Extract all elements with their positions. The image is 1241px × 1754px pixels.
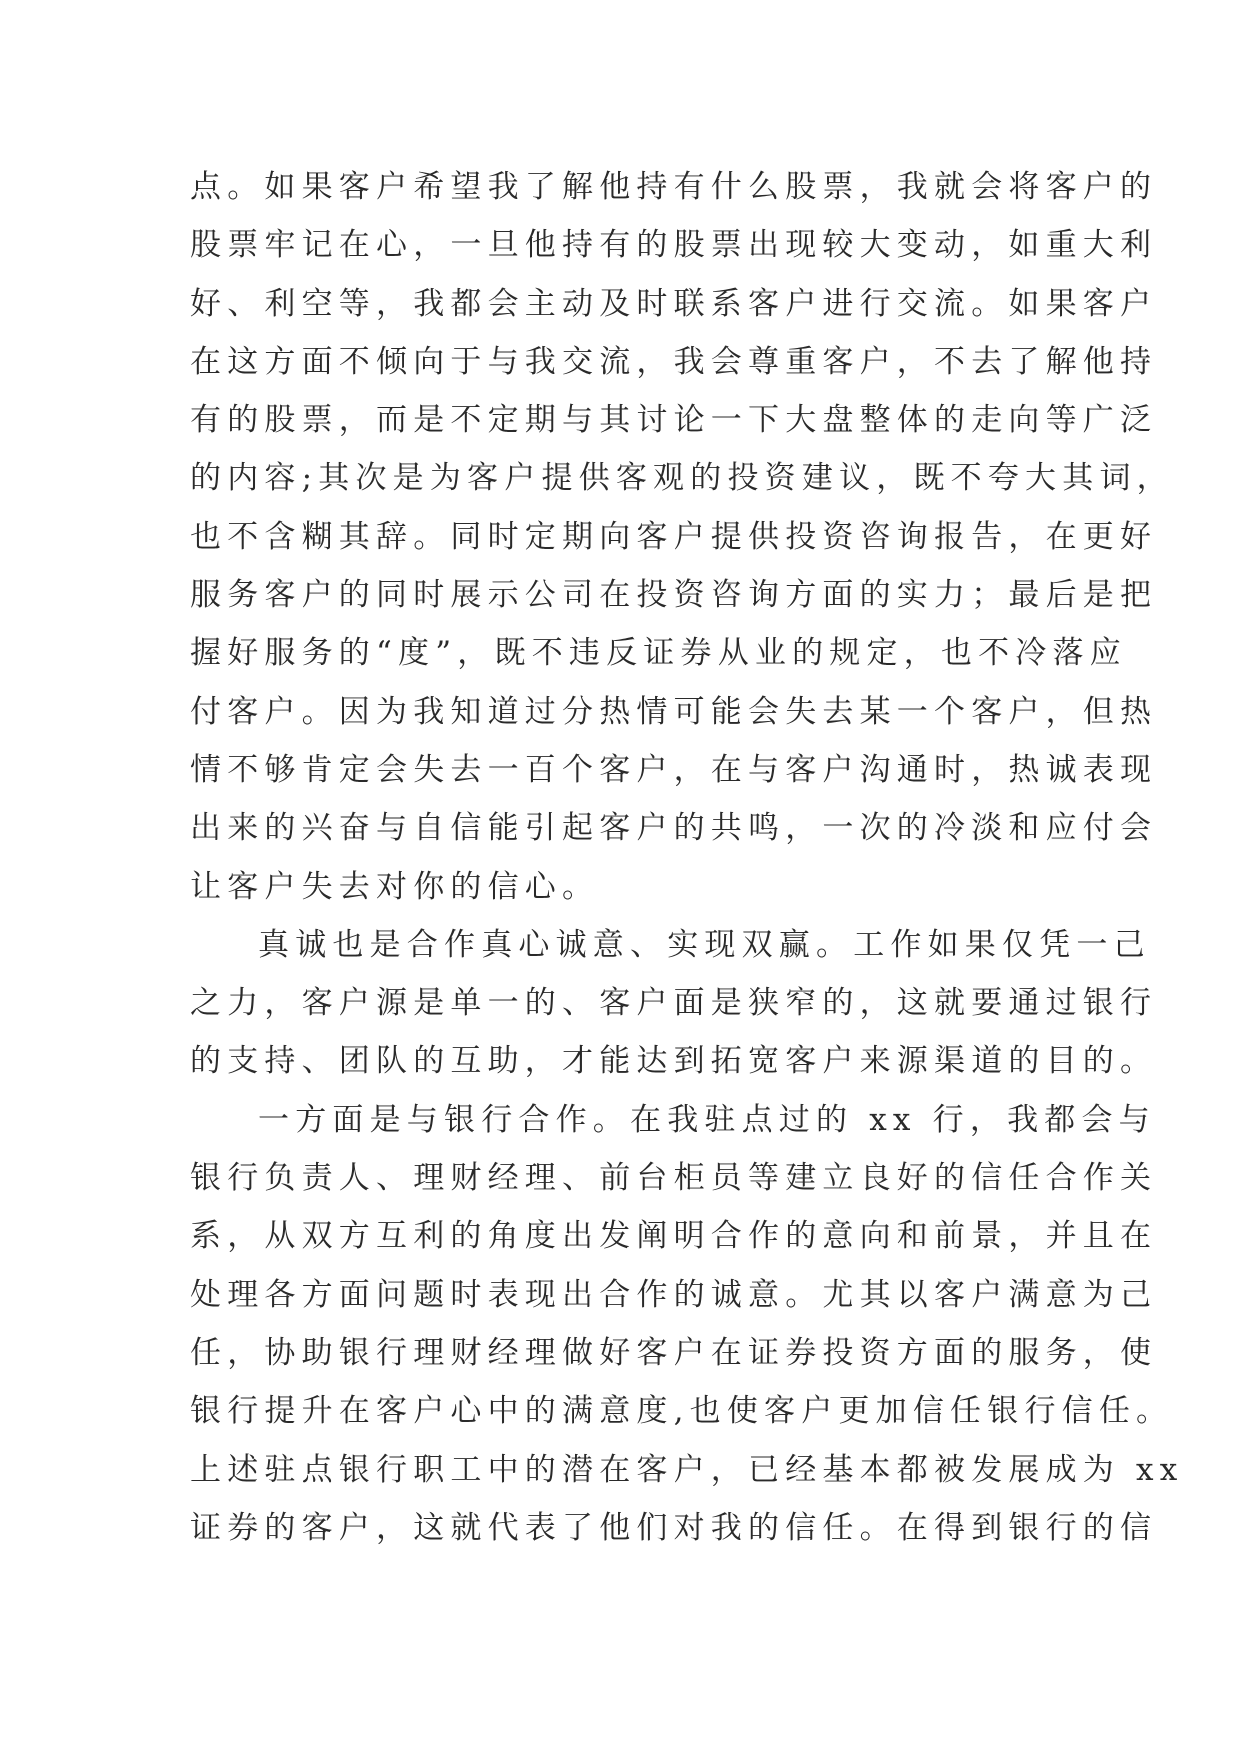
text-line: 一方面是与银行合作。在我驻点过的 xx 行，我都会与 [258, 1101, 1156, 1138]
text-line: 上述驻点银行职工中的潜在客户，已经基本都被发展成为 xx [190, 1451, 1184, 1488]
text-line: 出来的兴奋与自信能引起客户的共鸣，一次的冷淡和应付会 [190, 810, 1158, 847]
text-line: 握好服务的“度”，既不违反证券从业的规定，也不冷落应 [190, 635, 1127, 672]
text-line: 股票牢记在心，一旦他持有的股票出现较大变动，如重大利 [190, 227, 1158, 264]
text-line: 付客户。因为我知道过分热情可能会失去某一个客户，但热 [190, 693, 1158, 730]
text-line: 真诚也是合作真心诚意、实现双赢。工作如果仅凭一己 [258, 926, 1151, 963]
document-body-text [190, 158, 1184, 1557]
text-line: 在这方面不倾向于与我交流，我会尊重客户，不去了解他持 [190, 343, 1158, 380]
text-line: 处理各方面问题时表现出合作的诚意。尤其以客户满意为己 [190, 1276, 1158, 1313]
text-line: 有的股票，而是不定期与其讨论一下大盘整体的走向等广泛 [190, 402, 1158, 439]
text-line: 系，从双方互利的角度出发阐明合作的意向和前景，并且在 [190, 1218, 1158, 1255]
text-line: 点。如果客户希望我了解他持有什么股票，我就会将客户的 [190, 169, 1158, 205]
text-line: 情不够肯定会失去一百个客户，在与客户沟通时，热诚表现 [190, 751, 1158, 788]
text-line: 之力，客户源是单一的、客户面是狭窄的，这就要通过银行 [190, 985, 1158, 1022]
text-line: 也不含糊其辞。同时定期向客户提供投资咨询报告，在更好 [190, 518, 1158, 555]
text-line: 银行负责人、理财经理、前台柜员等建立良好的信任合作关 [190, 1160, 1158, 1197]
text-line: 服务客户的同时展示公司在投资咨询方面的实力；最后是把 [190, 577, 1158, 614]
text-line: 的内容;其次是为客户提供客观的投资建议，既不夸大其词， [190, 460, 1174, 497]
text-line: 让客户失去对你的信心。 [190, 868, 600, 905]
text-line: 任，协助银行理财经理做好客户在证券投资方面的服务，使 [190, 1334, 1158, 1371]
text-line: 的支持、团队的互助，才能达到拓宽客户来源渠道的目的。 [190, 1043, 1158, 1080]
text-line: 银行提升在客户心中的满意度,也使客户更加信任银行信任。 [190, 1393, 1174, 1430]
text-line: 好、利空等，我都会主动及时联系客户进行交流。如果客户 [190, 285, 1158, 322]
text-line: 证券的客户，这就代表了他们对我的信任。在得到银行的信 [190, 1509, 1158, 1546]
